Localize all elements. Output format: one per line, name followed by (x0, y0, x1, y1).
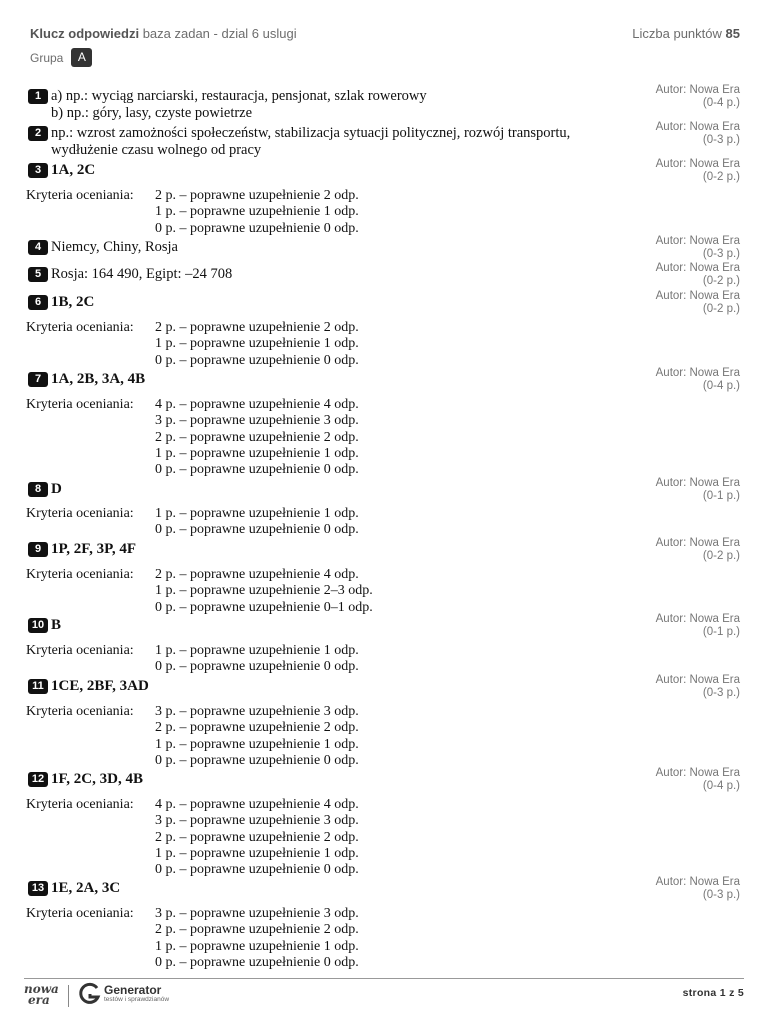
criteria-items (155, 797, 359, 878)
criteria-item: 3 p. – poprawne uzupełnienie 3 odp. (155, 813, 359, 829)
points-range: (0-4 p.) (702, 779, 740, 792)
answer-text: 1E, 2A, 3C (51, 880, 121, 896)
answer-text-block (51, 678, 149, 695)
author-name: Autor: Nowa Era (655, 158, 740, 170)
criteria-item: 1 p. – poprawne uzupełnienie 1 odp. (155, 938, 359, 954)
answer-text: B (51, 617, 62, 633)
criteria-item: 2 p. – poprawne uzupełnienie 4 odp. (155, 567, 359, 582)
question-13 (28, 876, 740, 901)
question-number-badge: 10 (28, 618, 48, 633)
question-number-badge: 3 (28, 163, 48, 178)
criteria-item: 1 p. – poprawne uzupełnienie 1 odp. (155, 736, 359, 752)
answer-text-block (51, 294, 94, 311)
points-range: (0-2 p.) (702, 302, 740, 315)
nowa-era-logo-line2: era (28, 993, 50, 1007)
logo-divider (68, 985, 69, 1007)
points-range: (0-4 p.) (702, 379, 740, 392)
answer-text-block (51, 481, 62, 498)
author-name: Autor: Nowa Era (655, 290, 740, 302)
author-name: Autor: Nowa Era (655, 674, 740, 686)
answer-text-block (51, 371, 145, 388)
group-badge: A (71, 48, 92, 67)
points-range: (0-2 p.) (702, 549, 740, 562)
criteria-item: 1 p. – poprawne uzupełnienie 1 odp. (155, 643, 359, 658)
criteria-item: 3 p. – poprawne uzupełnienie 3 odp. (155, 413, 359, 429)
question-5 (28, 262, 740, 287)
nowa-era-logo-line1: nowa (24, 982, 59, 996)
criteria-item: 0 p. – poprawne uzupełnienie 0 odp. (155, 954, 359, 970)
question-number-badge: 5 (28, 267, 48, 282)
author-info (656, 477, 740, 502)
criteria-item: 1 p. – poprawne uzupełnienie 1 odp. (155, 506, 359, 521)
answer-text-block (51, 88, 427, 122)
author-name: Autor: Nowa Era (655, 477, 740, 489)
criteria-item: 2 p. – poprawne uzupełnienie 2 odp. (155, 429, 359, 445)
points-range: (0-2 p.) (702, 274, 740, 287)
author-name: Autor: Nowa Era (655, 876, 740, 888)
criteria-item: 1 p. – poprawne uzupełnienie 1 odp. (155, 336, 359, 352)
author-info (656, 84, 740, 109)
criteria-item: 2 p. – poprawne uzupełnienie 2 odp. (155, 922, 359, 938)
criteria-items (155, 906, 359, 971)
criteria-items (155, 188, 359, 237)
answer-line (28, 162, 740, 179)
question-2 (28, 121, 740, 159)
answer-text: b) np.: góry, lasy, czyste powietrze (51, 105, 253, 121)
answer-line (28, 880, 740, 897)
criteria-label: Kryteria oceniania: (26, 643, 134, 658)
question-number-badge: 6 (28, 295, 48, 310)
answer-line (28, 541, 740, 558)
criteria-items (155, 397, 359, 478)
criteria-items (155, 320, 359, 369)
question-number-badge: 9 (28, 542, 48, 557)
answer-text: 1A, 2C (51, 162, 96, 178)
criteria-items (155, 567, 373, 616)
page-number: strona 1 z 5 (682, 987, 744, 999)
answer-text: Rosja: 164 490, Egipt: –24 708 (51, 266, 233, 282)
points-range: (0-3 p.) (702, 686, 740, 699)
criteria-label: Kryteria oceniania: (26, 797, 134, 812)
points-range: (0-1 p.) (702, 625, 740, 638)
generator-title: Generator (104, 983, 162, 997)
total-points-value: 85 (725, 26, 740, 41)
criteria-item: 0 p. – poprawne uzupełnienie 0 odp. (155, 659, 359, 675)
answer-text: a) np.: wyciąg narciarski, restauracja, pensjonat, szlak rowerowy (51, 88, 427, 104)
answer-text: D (51, 481, 62, 497)
answer-text-block (51, 541, 136, 558)
answer-text-block (51, 239, 178, 256)
criteria-item: 2 p. – poprawne uzupełnienie 2 odp. (155, 320, 359, 335)
answer-text: 1F, 2C, 3D, 4B (51, 771, 143, 787)
answer-text: 1A, 2B, 3A, 4B (51, 371, 146, 387)
page-footer (24, 978, 744, 1019)
answer-text: 1CE, 2BF, 3AD (51, 678, 149, 694)
total-points-label: Liczba punktów (632, 26, 722, 41)
author-info (656, 290, 740, 315)
nowa-era-logo (24, 984, 59, 1006)
answer-text-block (51, 125, 570, 159)
question-number-badge: 13 (28, 881, 48, 896)
points-range: (0-4 p.) (702, 96, 740, 109)
criteria-label: Kryteria oceniania: (26, 704, 134, 719)
author-name: Autor: Nowa Era (655, 767, 740, 779)
answer-line (28, 617, 740, 634)
criteria-label: Kryteria oceniania: (26, 188, 134, 203)
answer-text: Niemcy, Chiny, Rosja (51, 239, 178, 255)
author-name: Autor: Nowa Era (655, 367, 740, 379)
criteria-item: 1 p. – poprawne uzupełnienie 1 odp. (155, 445, 359, 461)
question-11 (28, 674, 740, 699)
criteria-item: 2 p. – poprawne uzupełnienie 2 odp. (155, 829, 359, 845)
answer-text-block (51, 617, 61, 634)
question-number-badge: 7 (28, 372, 48, 387)
question-10 (28, 613, 740, 638)
question-number-badge: 8 (28, 482, 48, 497)
criteria-label: Kryteria oceniania: (26, 906, 134, 921)
answer-text-block (51, 880, 120, 897)
answer-line (28, 371, 740, 388)
answer-text: 1P, 2F, 3P, 4F (51, 541, 137, 557)
question-number-badge: 4 (28, 240, 48, 255)
criteria-item: 4 p. – poprawne uzupełnienie 4 odp. (155, 397, 359, 412)
answer-text-block (51, 162, 95, 179)
author-name: Autor: Nowa Era (655, 537, 740, 549)
author-info (656, 121, 740, 146)
question-4 (28, 235, 740, 260)
generator-logo-icon (78, 982, 102, 1011)
criteria-item: 0 p. – poprawne uzupełnienie 0 odp. (155, 522, 359, 538)
points-range: (0-3 p.) (702, 133, 740, 146)
criteria-label: Kryteria oceniania: (26, 567, 134, 582)
author-name: Autor: Nowa Era (655, 121, 740, 133)
question-number-badge: 12 (28, 772, 48, 787)
question-number-badge: 2 (28, 126, 48, 141)
author-name: Autor: Nowa Era (655, 262, 740, 274)
criteria-item: 2 p. – poprawne uzupełnienie 2 odp. (155, 720, 359, 736)
question-12 (28, 767, 740, 792)
total-points (632, 26, 740, 41)
criteria-items (155, 643, 359, 676)
author-info (656, 613, 740, 638)
criteria-item: 0 p. – poprawne uzupełnienie 0 odp. (155, 352, 359, 368)
criteria-item: 3 p. – poprawne uzupełnienie 3 odp. (155, 704, 359, 719)
answer-text: wydłużenie czasu wolnego od pracy (51, 142, 262, 158)
criteria-item: 4 p. – poprawne uzupełnienie 4 odp. (155, 797, 359, 812)
document-title (30, 26, 297, 41)
criteria-item: 1 p. – poprawne uzupełnienie 1 odp. (155, 204, 359, 220)
criteria-item: 1 p. – poprawne uzupełnienie 2–3 odp. (155, 583, 373, 599)
answer-line (28, 294, 740, 311)
criteria-item: 0 p. – poprawne uzupełnienie 0 odp. (155, 752, 359, 768)
criteria-item: 2 p. – poprawne uzupełnienie 2 odp. (155, 188, 359, 203)
answer-text: 1B, 2C (51, 294, 95, 310)
answer-line (28, 88, 740, 122)
criteria-items (155, 506, 359, 539)
author-info (656, 767, 740, 792)
criteria-item: 1 p. – poprawne uzupełnienie 1 odp. (155, 845, 359, 861)
answer-line (28, 771, 740, 788)
answer-text: np.: wzrost zamożności społeczeństw, stabilizacja sytuacji politycznej, rozwój transportu, (51, 125, 571, 141)
criteria-label: Kryteria oceniania: (26, 506, 134, 521)
criteria-item: 0 p. – poprawne uzupełnienie 0 odp. (155, 862, 359, 878)
author-name: Autor: Nowa Era (655, 235, 740, 247)
group-indicator (30, 48, 92, 67)
question-1 (28, 84, 740, 122)
question-number-badge: 11 (28, 679, 48, 694)
points-range: (0-3 p.) (702, 247, 740, 260)
author-info (656, 367, 740, 392)
author-name: Autor: Nowa Era (655, 613, 740, 625)
question-8 (28, 477, 740, 502)
criteria-item: 0 p. – poprawne uzupełnienie 0–1 odp. (155, 599, 373, 615)
points-range: (0-2 p.) (702, 170, 740, 183)
document-title-rest: baza zadan - dzial 6 uslugi (142, 26, 297, 41)
points-range: (0-3 p.) (702, 888, 740, 901)
question-6 (28, 290, 740, 315)
generator-subtitle: testów i sprawdzianów (104, 996, 170, 1003)
answer-line (28, 125, 740, 159)
criteria-item: 3 p. – poprawne uzupełnienie 3 odp. (155, 906, 359, 921)
answer-text-block (51, 771, 143, 788)
answer-line (28, 481, 740, 498)
author-info (656, 158, 740, 183)
answer-line (28, 678, 740, 695)
answer-text-block (51, 266, 232, 283)
author-info (656, 537, 740, 562)
answer-line (28, 266, 740, 283)
author-info (656, 262, 740, 287)
criteria-label: Kryteria oceniania: (26, 397, 134, 412)
group-label: Grupa (30, 50, 64, 65)
answer-line (28, 239, 740, 256)
author-name: Autor: Nowa Era (655, 84, 740, 96)
question-7 (28, 367, 740, 392)
question-9 (28, 537, 740, 562)
author-info (656, 235, 740, 260)
author-info (656, 674, 740, 699)
criteria-item: 0 p. – poprawne uzupełnienie 0 odp. (155, 220, 359, 236)
points-range: (0-1 p.) (702, 489, 740, 502)
criteria-items (155, 704, 359, 769)
document-title-bold: Klucz odpowiedzi (30, 26, 140, 41)
author-info (656, 876, 740, 901)
criteria-label: Kryteria oceniania: (26, 320, 134, 335)
question-3 (28, 158, 740, 183)
criteria-item: 0 p. – poprawne uzupełnienie 0 odp. (155, 462, 359, 478)
question-number-badge: 1 (28, 89, 48, 104)
